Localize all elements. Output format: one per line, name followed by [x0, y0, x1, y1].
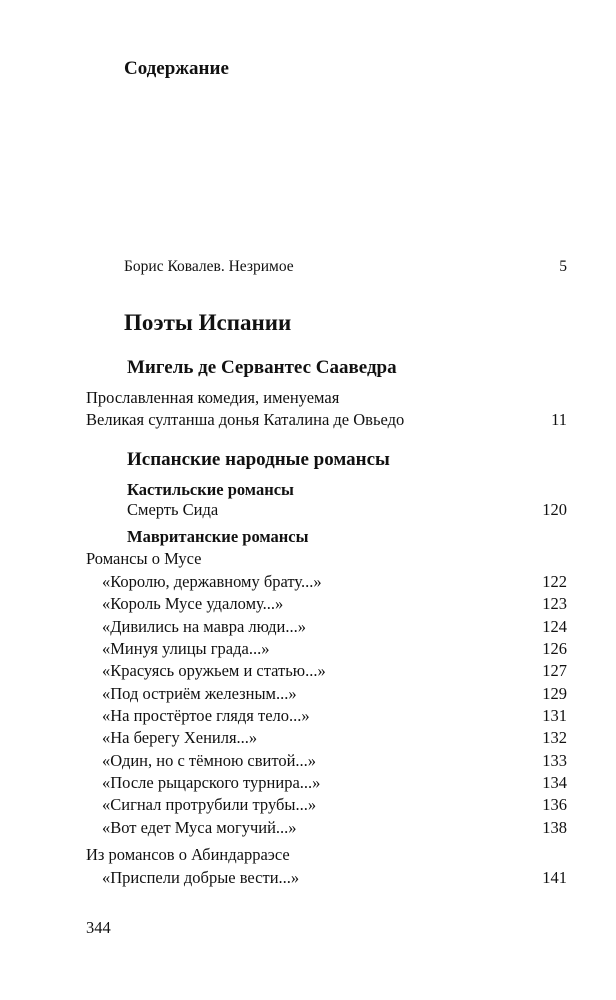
- toc-entry-page: 134: [542, 773, 567, 792]
- toc-entry-title: «Вот едет Муса могучий...»: [102, 818, 297, 837]
- folk-romances-heading: Испанские народные романсы: [127, 449, 390, 470]
- toc-entry-title: «Минуя улицы града...»: [102, 639, 270, 658]
- castilian-heading: Кастильские романсы: [127, 480, 294, 499]
- toc-entry-page: 126: [542, 639, 567, 658]
- toc-entry-title: «Королю, державному брату...»: [102, 572, 322, 591]
- toc-entry-title: «Один, но с тёмною свитой...»: [102, 751, 317, 770]
- work-title-line2: Великая султанша донья Каталина де Овьедо: [86, 410, 405, 429]
- author-heading: Мигель де Сервантес Сааведра: [127, 357, 397, 378]
- toc-entry-page: 133: [542, 751, 567, 770]
- toc-entry-page: 141: [542, 868, 567, 887]
- intro-entry-title: Борис Ковалев. Незримое: [124, 258, 294, 275]
- toc-entry-title: «Король Мусе удалому...»: [102, 594, 284, 613]
- toc-entry-title: «Приспели добрые вести...»: [102, 868, 300, 887]
- toc-entry-page: 129: [542, 684, 567, 703]
- toc-entry-title: «После рыцарского турнира...»: [102, 773, 321, 792]
- toc-entry-page: 124: [542, 617, 567, 636]
- toc-entry-page: 127: [542, 661, 567, 680]
- toc-entry-title: «На простёртое глядя тело...»: [102, 706, 310, 725]
- moorish-heading: Мавританские романсы: [127, 527, 309, 546]
- section-title: Поэты Испании: [124, 310, 292, 335]
- toc-entry-page: 131: [542, 706, 567, 725]
- toc-entry-title: «Под остриём железным...»: [102, 684, 297, 703]
- toc-entry-page: 136: [542, 795, 567, 814]
- castilian-entry-page: 120: [542, 500, 567, 519]
- toc-title: Содержание: [124, 58, 229, 79]
- castilian-entry-title: Смерть Сида: [127, 500, 219, 519]
- group-heading-abindarraez: Из романсов о Абиндарраэсе: [86, 845, 290, 864]
- work-title-line1: Прославленная комедия, именуемая: [86, 388, 340, 407]
- toc-entry-title: «На берегу Хениля...»: [102, 728, 258, 747]
- work-page: 11: [551, 410, 567, 429]
- page-number: 344: [86, 918, 111, 937]
- toc-entry-title: «Сигнал протрубили трубы...»: [102, 795, 317, 814]
- toc-entry-page: 123: [542, 594, 567, 613]
- toc-entry-page: 138: [542, 818, 567, 837]
- toc-entry-title: «Красуясь оружьем и статью...»: [102, 661, 326, 680]
- toc-entry-page: 132: [542, 728, 567, 747]
- intro-entry-page: 5: [559, 258, 567, 275]
- group-heading-musa: Романсы о Мусе: [86, 549, 202, 568]
- toc-entry-title: «Дивились на мавра люди...»: [102, 617, 306, 636]
- toc-entry-page: 122: [542, 572, 567, 591]
